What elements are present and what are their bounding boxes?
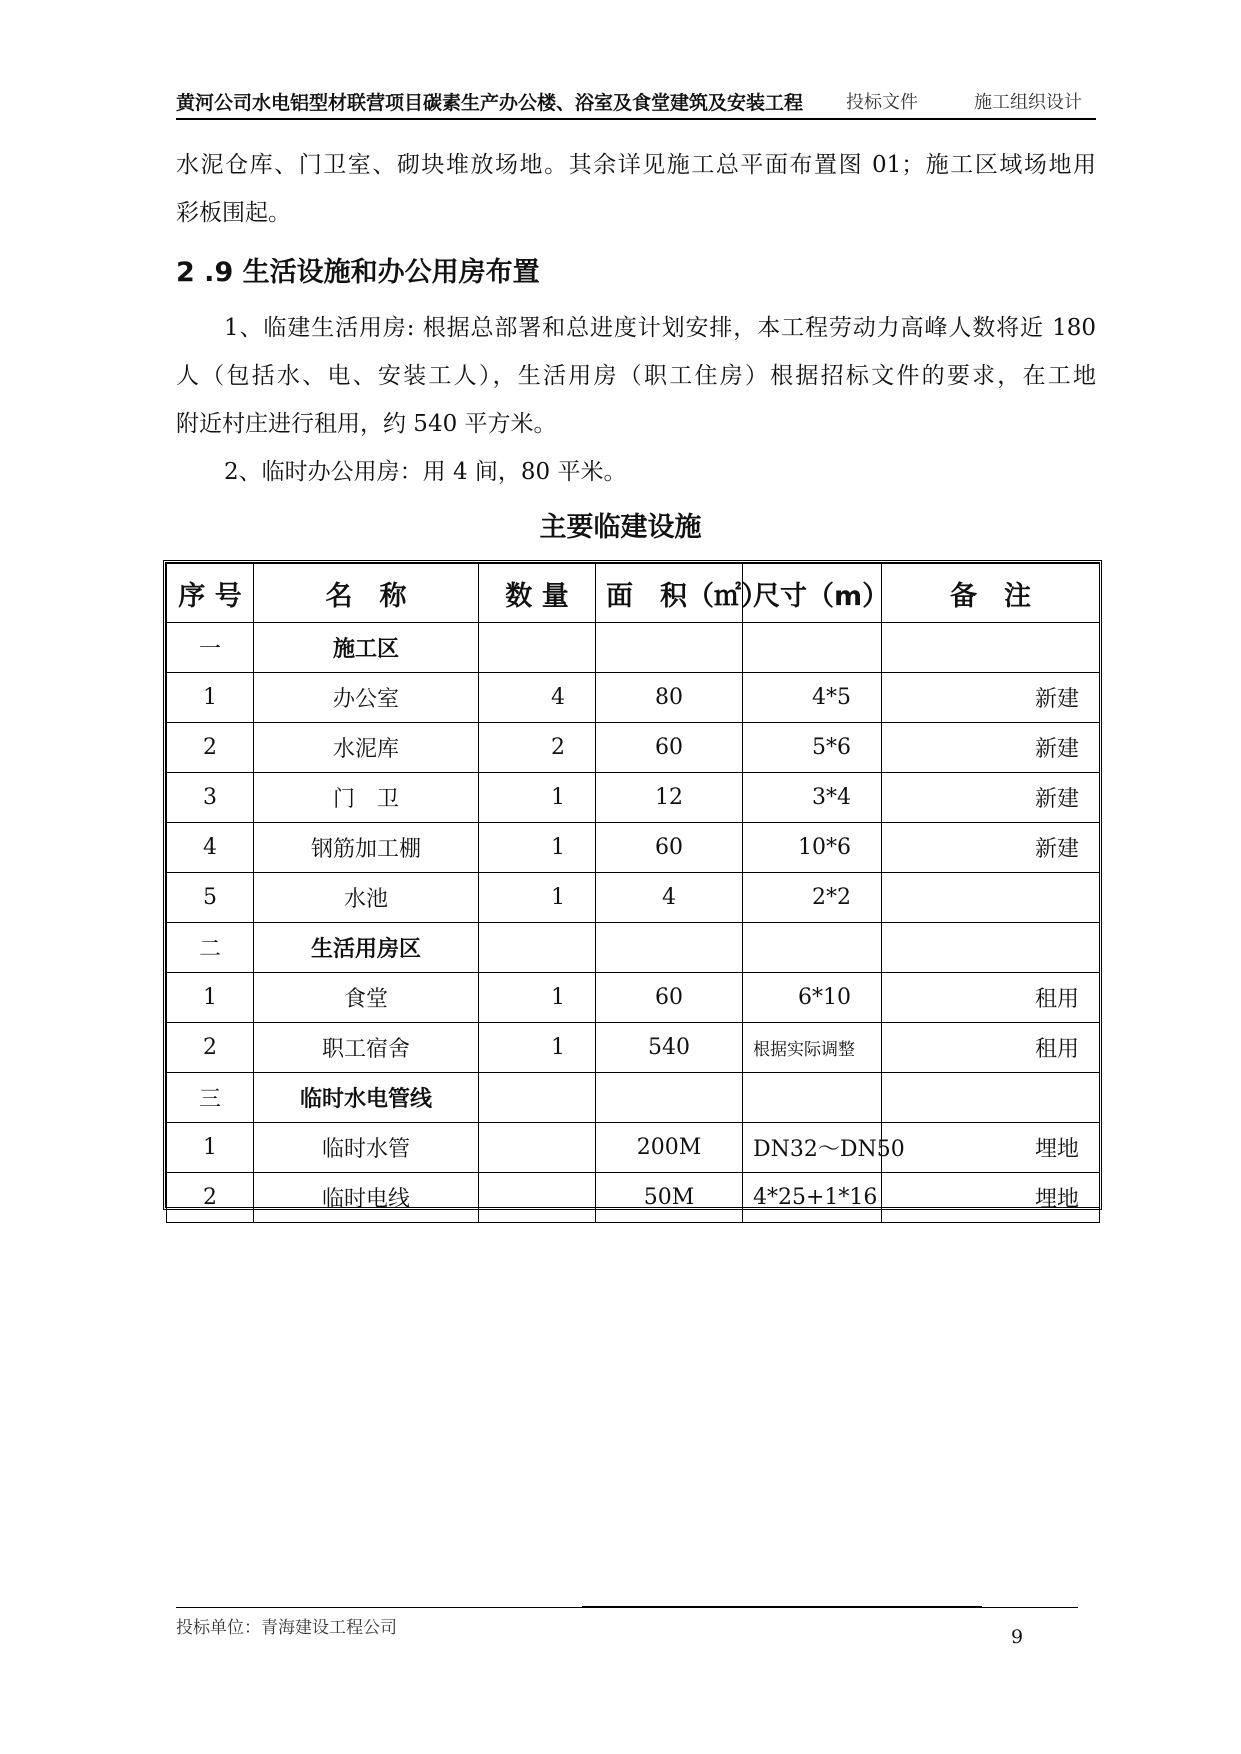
- table-title: 主要临建设施: [539, 512, 702, 543]
- header-title: 黄河公司水电铝型材联营项目碳素生产办公楼、浴室及食堂建筑及安装工程: [176, 92, 804, 114]
- cell-name: 临时电线: [254, 1173, 479, 1223]
- cell-qty: [479, 623, 596, 673]
- table-row: [167, 723, 1100, 773]
- cell-index: 2: [167, 723, 254, 773]
- cell-index: 4: [167, 823, 254, 873]
- cell-area: 200M: [596, 1123, 743, 1173]
- cell-name: 食堂: [254, 973, 479, 1023]
- page-number: 9: [1011, 1626, 1024, 1648]
- cell-qty: 1: [479, 1023, 596, 1073]
- header-section: 施工组织设计: [974, 92, 1082, 113]
- cell-area: 50M: [596, 1173, 743, 1223]
- cell-qty: 2: [479, 723, 596, 773]
- table-row: [167, 923, 1100, 973]
- cell-qty: 1: [479, 823, 596, 873]
- cell-area: 60: [596, 823, 743, 873]
- table-header-row: [167, 564, 1100, 623]
- cell-note: [882, 923, 1100, 973]
- cell-area: 80: [596, 673, 743, 723]
- cell-size: 3*4: [743, 773, 882, 823]
- cell-note: 新建: [882, 723, 1100, 773]
- cell-note: 埋地: [882, 1123, 1100, 1173]
- cell-qty: 1: [479, 973, 596, 1023]
- cell-name: 水池: [254, 873, 479, 923]
- cell-name: 办公室: [254, 673, 479, 723]
- cell-index: 5: [167, 873, 254, 923]
- cell-area: [596, 623, 743, 673]
- table-row: [167, 1073, 1100, 1123]
- cell-note: 租用: [882, 1023, 1100, 1073]
- cell-index: 3: [167, 773, 254, 823]
- cell-index: 1: [167, 673, 254, 723]
- cell-size: 根据实际调整: [743, 1023, 882, 1073]
- cell-area: [596, 1073, 743, 1123]
- cell-area: [596, 923, 743, 973]
- cell-index: 1: [167, 973, 254, 1023]
- cell-size: 5*6: [743, 723, 882, 773]
- cell-name: 施工区: [254, 623, 479, 673]
- cell-note: 埋地: [882, 1173, 1100, 1223]
- table-row: [167, 773, 1100, 823]
- table-row: [167, 1173, 1100, 1223]
- cell-qty: 1: [479, 773, 596, 823]
- cell-note: [882, 623, 1100, 673]
- cell-name: 水泥库: [254, 723, 479, 773]
- intro-line-2: 彩板围起。: [176, 200, 291, 226]
- header-size: 尺寸（m）: [743, 564, 882, 623]
- header-name: 名 称: [254, 564, 479, 623]
- cell-index: 二: [167, 923, 254, 973]
- cell-index: 2: [167, 1173, 254, 1223]
- table-row: [167, 623, 1100, 673]
- cell-qty: [479, 1173, 596, 1223]
- header-index: 序 号: [167, 564, 254, 623]
- cell-size: [743, 923, 882, 973]
- cell-area: 60: [596, 723, 743, 773]
- cell-index: 1: [167, 1123, 254, 1173]
- cell-area: 540: [596, 1023, 743, 1073]
- cell-qty: 1: [479, 873, 596, 923]
- cell-note: [882, 1073, 1100, 1123]
- header-note: 备 注: [882, 564, 1100, 623]
- cell-note: [882, 873, 1100, 923]
- facilities-table: [166, 563, 1100, 1223]
- cell-index: 三: [167, 1073, 254, 1123]
- cell-name: 门 卫: [254, 773, 479, 823]
- cell-area: 60: [596, 973, 743, 1023]
- cell-name: 生活用房区: [254, 923, 479, 973]
- table-row: [167, 1123, 1100, 1173]
- section-heading: 2 .9 生活设施和办公用房布置: [176, 257, 540, 288]
- cell-name: 临时水电管线: [254, 1073, 479, 1123]
- cell-qty: [479, 1123, 596, 1173]
- intro-paragraph: [176, 141, 1096, 237]
- cell-area: 12: [596, 773, 743, 823]
- cell-size: [743, 623, 882, 673]
- cell-index: 一: [167, 623, 254, 673]
- header-qty: 数 量: [479, 564, 596, 623]
- facilities-table-frame: [163, 560, 1102, 1210]
- table-row: [167, 823, 1100, 873]
- cell-name: 钢筋加工棚: [254, 823, 479, 873]
- table-row: [167, 973, 1100, 1023]
- cell-qty: [479, 923, 596, 973]
- cell-note: 新建: [882, 773, 1100, 823]
- item-1-paragraph: [176, 304, 1096, 448]
- header-doc-type: 投标文件: [846, 92, 918, 113]
- cell-qty: [479, 1073, 596, 1123]
- footer-divider-accent: [582, 1606, 982, 1608]
- item-2-paragraph: 2、临时办公用房：用 4 间，80 平米。: [224, 459, 627, 485]
- cell-name: 临时水管: [254, 1123, 479, 1173]
- cell-area: 4: [596, 873, 743, 923]
- cell-size: 4*25+1*16: [743, 1173, 882, 1223]
- cell-qty: 4: [479, 673, 596, 723]
- table-row: [167, 673, 1100, 723]
- footer-unit: 投标单位：青海建设工程公司: [176, 1618, 397, 1638]
- item-1-line-1: 1、临建生活用房: 根据总部署和总进度计划安排，本工程劳动力高峰人数将近 180: [224, 315, 1096, 341]
- cell-size: DN32～DN50: [743, 1123, 882, 1173]
- page-header: [176, 86, 1096, 120]
- item-1-line-2: 人（包括水、电、安装工人），生活用房（职工住房）根据招标文件的要求，在工地: [176, 363, 1096, 389]
- cell-note: 新建: [882, 673, 1100, 723]
- item-1-line-3: 附近村庄进行租用，约 540 平方米。: [176, 411, 557, 437]
- cell-note: 新建: [882, 823, 1100, 873]
- cell-size: [743, 1073, 882, 1123]
- cell-size: 2*2: [743, 873, 882, 923]
- cell-index: 2: [167, 1023, 254, 1073]
- table-row: [167, 873, 1100, 923]
- intro-line-1: 水泥仓库、门卫室、砌块堆放场地。其余详见施工总平面布置图 01；施工区域场地用: [176, 152, 1096, 178]
- cell-size: 10*6: [743, 823, 882, 873]
- cell-note: 租用: [882, 973, 1100, 1023]
- cell-size: 6*10: [743, 973, 882, 1023]
- cell-size: 4*5: [743, 673, 882, 723]
- table-row: [167, 1023, 1100, 1073]
- header-area: 面 积（㎡）: [596, 564, 743, 623]
- cell-name: 职工宿舍: [254, 1023, 479, 1073]
